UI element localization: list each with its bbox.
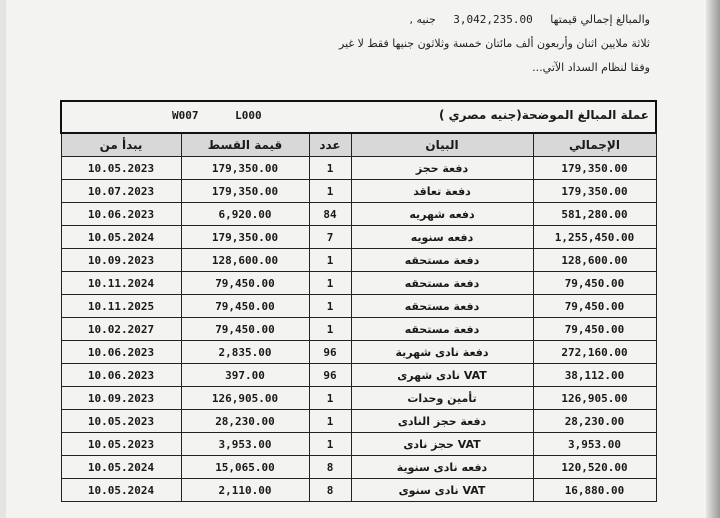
- cell-start: 10.06.2023: [61, 364, 181, 387]
- cell-description: دفعه شهريه: [351, 203, 533, 226]
- header-start: يبدأ من: [61, 133, 181, 157]
- table-row: [61, 364, 656, 387]
- table-row: [61, 272, 656, 295]
- cell-count: 1: [309, 387, 351, 410]
- cell-description: دفعة حجز النادى: [351, 410, 533, 433]
- cell-description: دفعة مستحقه: [351, 272, 533, 295]
- table-row: [61, 249, 656, 272]
- header-count: عدد: [309, 133, 351, 157]
- cell-description: VAT نادى سنوى: [351, 479, 533, 502]
- table-row: [61, 180, 656, 203]
- intro-line-1: [50, 8, 650, 32]
- code-1: W007: [172, 109, 199, 122]
- header-description: البيان: [351, 133, 533, 157]
- cell-total: 272,160.00: [533, 341, 656, 364]
- table-row: [61, 157, 656, 180]
- cell-count: 8: [309, 479, 351, 502]
- cell-description: دفعة مستحقه: [351, 249, 533, 272]
- cell-count: 1: [309, 249, 351, 272]
- currency-caption: عملة المبالغ الموضحة(جنيه مصري ): [438, 108, 649, 122]
- intro-line-1-suffix: جنيه ,: [409, 13, 436, 26]
- table-row: [61, 433, 656, 456]
- cell-description: دفعه نادى سنوية: [351, 456, 533, 479]
- cell-start: 10.11.2024: [61, 272, 181, 295]
- cell-total: 79,450.00: [533, 295, 656, 318]
- cell-total: 126,905.00: [533, 387, 656, 410]
- intro-line-2: ثلاثة ملايين اثنان وأربعون ألف مائتان خمسة وثلاثون جنيها فقط لا غير: [339, 37, 650, 50]
- table-row: [61, 318, 656, 341]
- cell-start: 10.05.2024: [61, 226, 181, 249]
- payment-schedule-table: [60, 100, 657, 502]
- cell-count: 1: [309, 318, 351, 341]
- cell-start: 10.05.2023: [61, 157, 181, 180]
- cell-description: دفعة حجز: [351, 157, 533, 180]
- table-row: [61, 203, 656, 226]
- cell-total: 128,600.00: [533, 249, 656, 272]
- cell-start: 10.05.2023: [61, 410, 181, 433]
- cell-count: 96: [309, 341, 351, 364]
- cell-count: 1: [309, 157, 351, 180]
- cell-total: 120,520.00: [533, 456, 656, 479]
- cell-start: 10.05.2024: [61, 479, 181, 502]
- cell-count: 84: [309, 203, 351, 226]
- intro-paragraph: [50, 8, 650, 80]
- cell-start: 10.09.2023: [61, 387, 181, 410]
- cell-total: 179,350.00: [533, 180, 656, 203]
- cell-installment: 15,065.00: [181, 456, 309, 479]
- intro-total-amount: 3,042,235.00: [453, 13, 533, 26]
- cell-count: 1: [309, 433, 351, 456]
- cell-total: 79,450.00: [533, 272, 656, 295]
- cell-installment: 126,905.00: [181, 387, 309, 410]
- cell-total: 3,953.00: [533, 433, 656, 456]
- table-title-row: [61, 101, 656, 133]
- cell-installment: 179,350.00: [181, 157, 309, 180]
- scan-right-edge: [706, 0, 720, 518]
- cell-start: 10.02.2027: [61, 318, 181, 341]
- cell-description: VAT نادى شهرى: [351, 364, 533, 387]
- cell-count: 1: [309, 180, 351, 203]
- cell-start: 10.06.2023: [61, 203, 181, 226]
- cell-installment: 79,450.00: [181, 295, 309, 318]
- cell-start: 10.05.2023: [61, 433, 181, 456]
- header-installment: قيمة القسط: [181, 133, 309, 157]
- cell-description: دفعة نادى شهرية: [351, 341, 533, 364]
- cell-installment: 6,920.00: [181, 203, 309, 226]
- header-total: الإجمالي: [533, 133, 656, 157]
- cell-installment: 128,600.00: [181, 249, 309, 272]
- cell-installment: 79,450.00: [181, 318, 309, 341]
- cell-start: 10.05.2024: [61, 456, 181, 479]
- intro-line-1-text: والمبالغ إجمالي قيمتها: [550, 13, 650, 26]
- cell-count: 96: [309, 364, 351, 387]
- table-row: [61, 295, 656, 318]
- table-row: [61, 341, 656, 364]
- scan-left-edge: [0, 0, 6, 518]
- cell-count: 7: [309, 226, 351, 249]
- cell-count: 1: [309, 272, 351, 295]
- cell-description: دفعة تعاقد: [351, 180, 533, 203]
- cell-total: 16,880.00: [533, 479, 656, 502]
- cell-start: 10.06.2023: [61, 341, 181, 364]
- cell-installment: 2,110.00: [181, 479, 309, 502]
- unit-codes: [172, 109, 292, 122]
- cell-total: 28,230.00: [533, 410, 656, 433]
- cell-description: دفعة مستحقه: [351, 318, 533, 341]
- cell-count: 1: [309, 410, 351, 433]
- cell-installment: 397.00: [181, 364, 309, 387]
- cell-count: 8: [309, 456, 351, 479]
- intro-line-3: وفقا لنظام السداد الآتي...: [532, 61, 650, 74]
- cell-start: 10.07.2023: [61, 180, 181, 203]
- cell-description: دفعه سنويه: [351, 226, 533, 249]
- table-row: [61, 479, 656, 502]
- cell-start: 10.09.2023: [61, 249, 181, 272]
- cell-total: 179,350.00: [533, 157, 656, 180]
- table-header-row: [61, 133, 656, 157]
- cell-installment: 2,835.00: [181, 341, 309, 364]
- table-row: [61, 456, 656, 479]
- cell-description: VAT حجز نادى: [351, 433, 533, 456]
- table-row: [61, 410, 656, 433]
- cell-description: دفعة مستحقه: [351, 295, 533, 318]
- cell-description: تأمين وحدات: [351, 387, 533, 410]
- cell-total: 1,255,450.00: [533, 226, 656, 249]
- cell-total: 38,112.00: [533, 364, 656, 387]
- table-row: [61, 387, 656, 410]
- cell-installment: 79,450.00: [181, 272, 309, 295]
- table-row: [61, 226, 656, 249]
- cell-installment: 179,350.00: [181, 226, 309, 249]
- cell-start: 10.11.2025: [61, 295, 181, 318]
- cell-installment: 28,230.00: [181, 410, 309, 433]
- cell-count: 1: [309, 295, 351, 318]
- cell-total: 581,280.00: [533, 203, 656, 226]
- cell-total: 79,450.00: [533, 318, 656, 341]
- cell-installment: 179,350.00: [181, 180, 309, 203]
- code-2: L000: [235, 109, 262, 122]
- cell-installment: 3,953.00: [181, 433, 309, 456]
